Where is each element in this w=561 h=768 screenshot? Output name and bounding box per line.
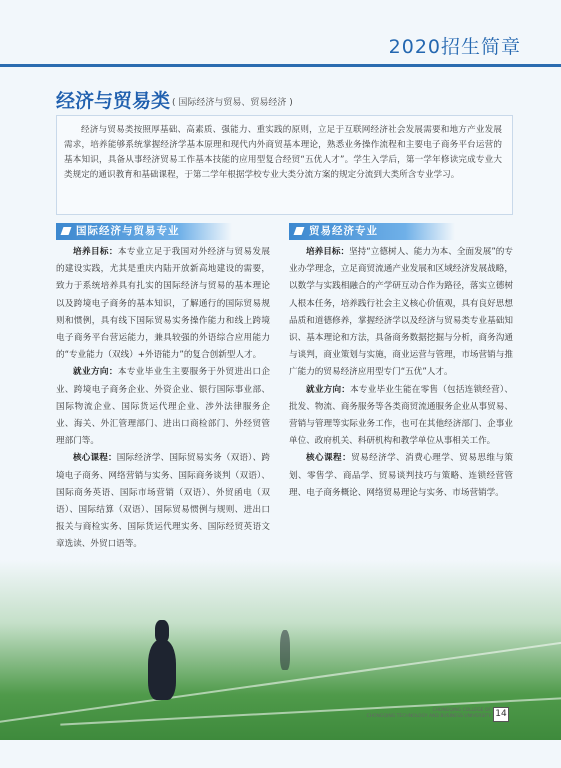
career-lead: 就业方向： bbox=[73, 367, 118, 378]
right-column-heading bbox=[289, 223, 455, 240]
goal-lead: 培养目标： bbox=[306, 247, 350, 257]
left-heading-label: 国际经济与贸易专业 bbox=[76, 225, 180, 237]
heading-marker-icon bbox=[61, 227, 72, 235]
intro-text: 经济与贸易类按照厚基础、高素质、强能力、重实践的原则，立足于互联网经济社会发展需要和地方产业发展需求，培养能够系统掌握经济学基本原理和现代内外商贸基本理论，熟悉业务操作流程和主要电子商务平台运营的基本知识，具备从事经济贸易工作基本技能的应用型复合经贸“五优人才”。学生入学后，第一学年修读完成专业大类规定的通识教育和基础课程，于第二学年根据学校专业大类分流方案的规定分流到大类所含专业学习。 bbox=[64, 125, 502, 180]
section-title: 经济与贸易类 bbox=[56, 90, 171, 112]
right-column bbox=[289, 244, 513, 502]
goal-text: 坚持“立德树人、能力为本、全面发展”的专业办学理念，立足商贸流通产业发展和区域经济发展战略，以数学与实践相融合的产学研互动合作为路径，落实立德树人根本任务，培养践行社会主义核心价值观，具有良好思想品质和道德修养，掌握经济学以及经济与贸易类专业基础知识、基本理论和方法，具备商务数据挖掘与分析，商务沟通与谈判，商业策划与实施，商业运营与管理，市场营销与推广能力的贸易经济应用型专门“五优”人才。 bbox=[289, 247, 513, 378]
left-column bbox=[56, 244, 270, 554]
career-text: 本专业毕业生主要服务于外贸进出口企业、跨境电子商务企业、外资企业、银行国际事业部、国际物流企业、国际货运代理企业、涉外法律服务企业、海关、外汇管理部门、进出口商检部门、外经贸管理部门等。 bbox=[56, 367, 270, 447]
header-title: 2020招生简章 bbox=[388, 36, 521, 58]
page-header bbox=[0, 22, 561, 66]
courses-lead: 核心课程： bbox=[306, 453, 352, 464]
left-column-heading bbox=[56, 223, 232, 240]
page-number: 14 bbox=[493, 707, 509, 722]
college-line-1: CHONGQING COLLEGE OF bbox=[432, 708, 491, 713]
goal-lead: 培养目标： bbox=[73, 247, 118, 257]
player-distant bbox=[280, 630, 290, 670]
college-footer-text bbox=[367, 708, 491, 720]
right-heading-label: 贸易经济专业 bbox=[309, 225, 378, 237]
goal-text: 本专业立足于我国对外经济与贸易发展的建设实践，尤其是重庆内陆开放新高地建设的需要，致力于系统培养具有扎实的国际经济与贸易的基本理论以及跨境电子商务的基本知识，了解通行的国际贸易规则和惯例，具有线下国际贸易实务操作能力和线上跨境电子商务平台营运能力，兼具较强的外语综合应用能力的“专业能力（双线）+外语能力”的复合创新型人才。 bbox=[56, 247, 270, 361]
courses-text: 贸易经济学、消费心理学、贸易思维与策划、零售学、商品学、贸易谈判技巧与策略、连锁经营管理、电子商务概论、网络贸易理论与实务、市场营销学。 bbox=[289, 453, 513, 498]
player-body bbox=[148, 640, 176, 700]
player-head bbox=[155, 620, 169, 642]
heading-marker-icon bbox=[294, 227, 305, 235]
career-text: 本专业毕业生能在零售（包括连锁经营）、批发、物流、商务服务等各类商贸流通服务企业从事贸易、营销与管理等实际业务工作，也可在其他经济部门、企事业单位、政府机关、科研机构和教学单位从事相关工作。 bbox=[289, 384, 513, 447]
college-line-2: CHONGQING TECHNOLOGY AND BUSINESS UNIVERSITY bbox=[366, 714, 491, 719]
header-rule bbox=[0, 64, 561, 67]
courses-lead: 核心课程： bbox=[73, 453, 117, 464]
courses-text: 国际经济学、国际贸易实务（双语）、跨境电子商务、网络营销与实务、国际商务谈判（双语）、国际商务英语、国际市场营销（双语）、外贸函电（双语）、国际结算（双语）、国际贸易惯例与规则、进出口报关与商检实务、国际货运代理实务、国际经贸英语文章选读、外贸口语等。 bbox=[56, 453, 270, 550]
career-lead: 就业方向： bbox=[306, 384, 351, 395]
section-subtitle: ( 国际经济与贸易、贸易经济 ) bbox=[172, 98, 293, 108]
